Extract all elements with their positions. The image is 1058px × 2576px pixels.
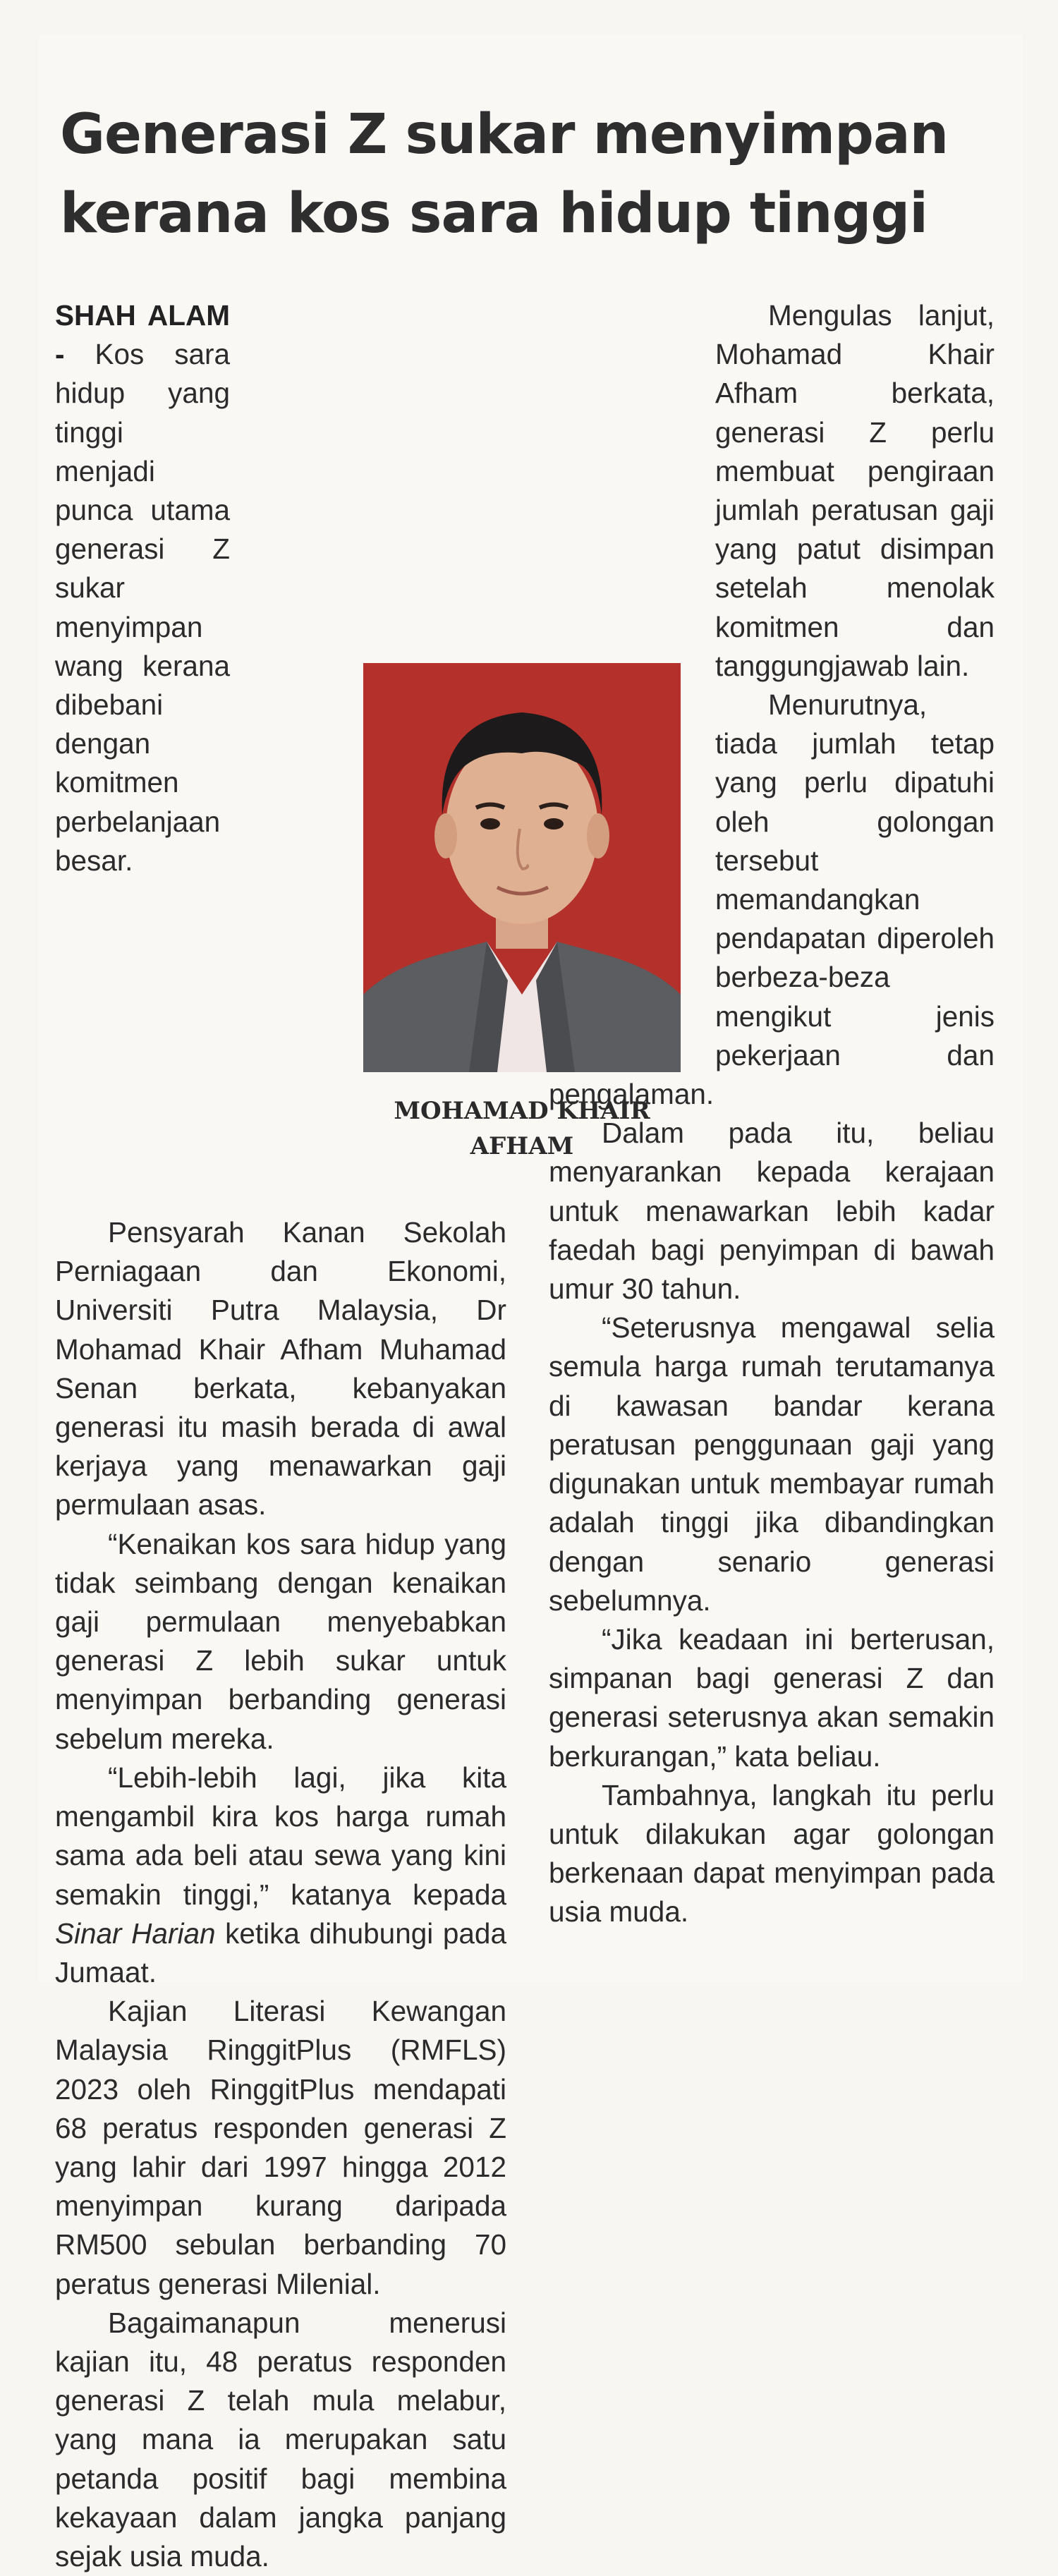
paragraph: SHAH ALAM - Kos sara hidup yang tinggi menjadi punca utama generasi Z sukar menyimpan wang kerana dibebani dengan komitmen perbelanjaan besar. — [55, 299, 230, 877]
paragraph: Bagaimanapun menerusi kajian itu, 48 peratus responden generasi Z telah mula melabur, yang mana ia merupakan satu petanda positif bagi membina kekayaan dalam jangka panjang sejak usia muda. — [55, 2306, 506, 2572]
photo-caption: MOHAMAD KHAIR AFHAM — [394, 1097, 650, 1160]
headline-line-1: Generasi Z sukar menyimpan — [60, 103, 949, 166]
article-headline — [60, 95, 1005, 253]
article-column-left — [55, 296, 506, 2576]
paragraph: Dalam pada itu, beliau menyarankan kepada kerajaan untuk menawarkan lebih kadar faedah bagi penyimpan di bawah umur 30 tahun. — [549, 1117, 995, 1306]
paragraph: Tambahnya, langkah itu perlu untuk dilakukan agar golongan berkenaan dapat menyimpan pada usia muda. — [549, 1778, 995, 1928]
portrait-illustration — [363, 663, 681, 1072]
paragraph: “Lebih-lebih lagi, jika kita mengambil kira kos harga rumah sama ada beli atau sewa yang kini semakin tinggi,” katanya kepada Sinar Harian ketika dihubungi pada Jumaat. — [55, 1761, 506, 1988]
headline-line-2: kerana kos sara hidup tinggi — [60, 182, 928, 245]
paragraph: “Seterusnya mengawal selia semula harga rumah terutamanya di kawasan bandar kerana peratusan penggunaan gaji yang digunakan untuk membayar rumah adalah tinggi jika dibandingkan dengan senario generasi sebelumnya. — [549, 1311, 995, 1617]
paragraph: “Jika keadaan ini berterusan, simpanan bagi generasi Z dan generasi seterusnya akan semakin berkurangan,” kata beliau. — [549, 1622, 995, 1773]
paragraph: “Kenaikan kos sara hidup yang tidak seimbang dengan kenaikan gaji permulaan menyebabkan generasi Z lebih sukar untuk menyimpan berbanding generasi sebelum mereka. — [55, 1527, 506, 1755]
paragraph: Menurutnya, tiada jumlah tetap yang perlu dipatuhi oleh golongan tersebut memandangkan pendapatan diperoleh berbeza-beza mengikut jenis pekerjaan dan pengalaman. — [549, 688, 995, 1111]
paragraph: Kajian Literasi Kewangan Malaysia RinggitPlus (RMFLS) 2023 oleh RinggitPlus mendapati 68 peratus responden generasi Z yang lahir dari 1997 hingga 2012 menyimpan kurang daripada RM500 sebulan berbanding 70 peratus generasi Milenial. — [55, 1995, 506, 2300]
dateline: SHAH ALAM - — [55, 299, 230, 371]
publication-name: Sinar Harian — [55, 1916, 216, 1950]
portrait-photo — [363, 663, 681, 1072]
paragraph: Pensyarah Kanan Sekolah Perniagaan dan Ekonomi, Universiti Putra Malaysia, Dr Mohamad Khair Afham Muhamad Senan berkata, kebanyakan generasi itu masih berada di awal kerjaya yang menawarkan gaji permulaan asas. — [55, 1216, 506, 1521]
paragraph: Mengulas lanjut, Mohamad Khair Afham berkata, generasi Z perlu membuat pengiraan jumlah peratusan gaji yang patut disimpan setelah menolak komitmen dan tanggungjawab lain. — [715, 299, 995, 682]
